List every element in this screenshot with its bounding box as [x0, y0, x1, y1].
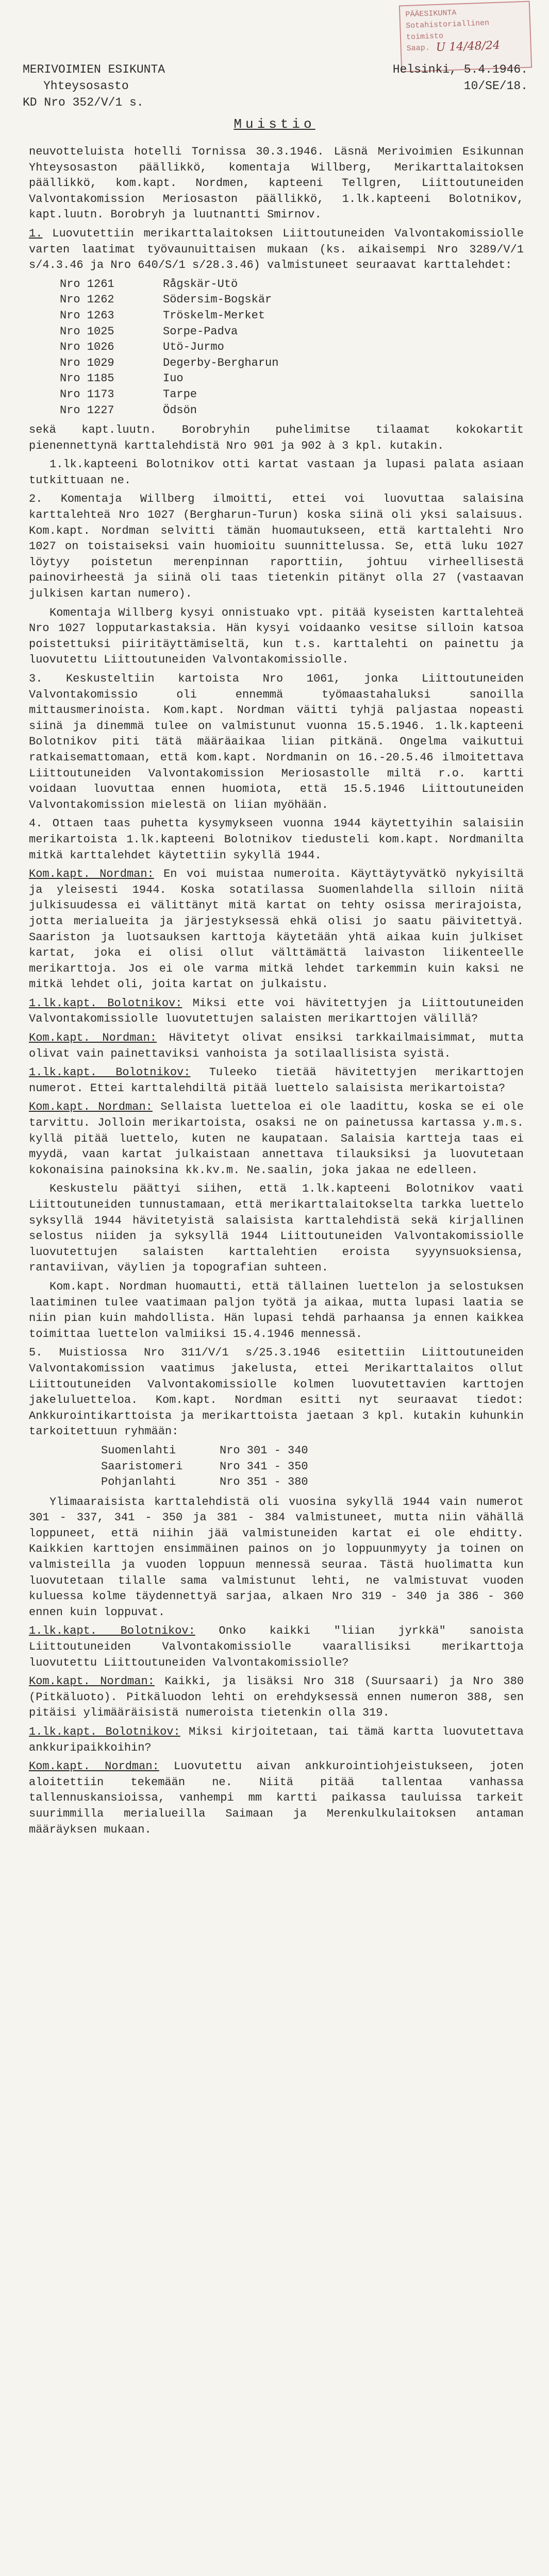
dialogue-entry: Kom.kapt. Nordman: Kaikki, ja lisäksi Nro 318 (Suursaari) ja Nro 380 (Pitkäluoto). Pitkäluodon lehti on erehdyksessä ennen numeron 388, sen pitäisi ylimääräisistä numeroista tietenkin olla 319. — [29, 1675, 524, 1720]
reference: 10/SE/18. — [463, 79, 528, 93]
dialogue-entry: Kom.kapt. Nordman huomautti, että tällainen luettelon ja selostuksen laatiminen tulee vaatimaan paljon työtä ja aikaa, mutta lupasi laatia se niin pian kuin mahdollista. Hän lupasi tehdä parhaansa ja ennen kaikkea toimittaa luettelon valmiiksi 15.4.1946 mennessä. — [29, 1280, 524, 1341]
paragraph-text: Luovutettiin merikarttalaitoksen Liittoutuneiden Valvontakomissiolle varten laatimat työvaunuittaisen mukaan (ks. aikaisempi Nro 3289/V/1 s/4.3.46 ja Nro 640/S/1 s/28.3.46) valmistuneet seuraavat karttalehdet: — [29, 227, 524, 272]
dialogue-entry: 1.lk.kapt. Bolotnikov: Miksi kirjoitetaan, tai tämä kartta luovutettava ankkuripaikkoihin? — [29, 1725, 524, 1754]
paragraph-1 — [29, 226, 524, 274]
paragraph-text: Ylimaaraisista karttalehdistä oli vuosina sykyllä 1944 vain numerot 301 - 337, 341 - 350 ja 381 - 384 valmistuneet, mutta niin vähällä loppuneet, että niihin jää valmistuneiden kartat ei ole ehditty. Kaikkien karttojen ensimmäinen painos on jo loppuunmyyty ja toinen on valmisteilla ja vuoden loppuun mennessä seuraa. Tästä huolimatta kun luovutetaan tilalle sama valmistunut lehti, ne valmistuvat vuoden kuluessa kolme täydennettyä sarjaa, alkaen Nro 319 - 340 ja 386 - 360 ennen kuin loppuvat. — [29, 1495, 524, 1619]
list-item: Nro 1025 Sorpe-Padva — [60, 325, 238, 338]
list-item: Suomenlahti Nro 301 - 340 — [101, 1444, 308, 1457]
list-item: Nro 1185 Iuo — [60, 372, 184, 385]
stamp-line: toimisto — [406, 31, 444, 42]
list-item: Nro 1262 Södersim-Bogskär — [60, 293, 272, 307]
list-item: Saaristomeri Nro 341 - 350 — [101, 1460, 308, 1473]
chart-sheet-list — [60, 277, 524, 418]
letterhead — [23, 62, 528, 111]
list-item: Nro 1263 Tröskelm-Merket — [60, 309, 265, 322]
document-number: KD Nro 352/V/1 s. — [23, 96, 144, 109]
paragraph-5: 5. Muistiossa Nro 311/V/1 s/25.3.1946 esitettiin Liittoutuneiden Valvontakomission vaatimus jakelusta, ettei Merikarttalaitos ollut Liittoutuneiden Valvontakomissiolle kolmen luovutettavien karttojen jakeluluetteloa. Kom.kapt. Nordman esitti nyt seuraavat tiedot: Ankkurointikarttoista ja merikarttoista jaetaan 3 kpl. kutakin kuhunkin tarkoitettuun ryhmään: — [29, 1346, 524, 1438]
dialogue-entry: 1.lk.kapt. Bolotnikov: Onko kaikki "liian jyrkkä" sanoista Liittoutuneiden Valvontakomissiolle vaarallisiksi merikarttoja luovutettu Liittoutuneiden Valvontakomissiolle? — [29, 1624, 524, 1669]
paragraph-text: 1.lk.kapteeni Bolotnikov otti kartat vastaan ja lupasi palata asiaan tutkittuaan ne. — [29, 458, 524, 487]
paragraph-number: 1. — [29, 227, 43, 240]
paragraph-text: Komentaja Willberg kysyi onnistuako vpt. pitää kyseisten karttalehteä Nro 1027 lopputarkastaksia. Hän kysyi voidaanko vesitse silloin katsoa poistettuksi piiritäyttämiseltä, kun t.s. karttalehti on painettu ja luovutettu Liittoutuneiden Valvontakomissiolle. — [29, 606, 524, 667]
paragraph-2: 2. Komentaja Willberg ilmoitti, ettei voi luovuttaa salaisina karttalehteä Nro 1027 (Bergharun-Turun) koska siinä oli yksi salaisuus. Kom.kapt. Nordman selvitti tämän huomautukseen, että karttalehti Nro 1027 on toistaiseksi vain huomioitu suunnittelussa. Se, että luku 1027 löytyy poistetun merenpinnan raporttiin, johtuu virheellisestä painovirheestä ja siinä oli taas tietenkin pitänyt olla 27 (vastaavan julkisen kartan numero). — [29, 493, 524, 601]
dept-name: Yhteysosasto — [43, 79, 129, 93]
intro-paragraph: neuvotteluista hotelli Tornissa 30.3.1946. Läsnä Merivoimien Esikunnan Yhteysosaston päällikkö, komentaja Willberg, Merikarttalaitoksen päällikkö, kom.kapt. Nordmen, kapteeni Tellgren, Liittoutuneiden Valvontakomission Meriosaston päällikkö, 1.lk.kapteeni Bolotnikov, kapt.luutn. Borobryh ja luutnantti Smirnov. — [29, 145, 524, 222]
dialogue-entry: Kom.kapt. Nordman: En voi muistaa numeroita. Käyttäytyvätkö nykyisiltä ja yleisesti 1944. Koska sotatilassa Suomenlahdella silloin niitä julkisuudessa ei välittänyt mitä kartat on tehty osissa merirajoista, jotta merialueita ja järjestyksessä ehkä olisi jo saatu päivitettyä. Saariston ja luotsauksen karttoja käytetään yhtä aikaa kuin julkiset kartat, joka ei olisi ollut välttämättä laivaston liikenteelle merikarttoja. Jos ei ole varma mitkä lehdet tarkemmin kuin kaksi ne mitkä lehdet oli, joita kartat on julkaistu. — [29, 868, 524, 991]
paragraph-3: 3. Keskusteltiin kartoista Nro 1061, jonka Liittoutuneiden Valvontakomissio oli ennemmä työmaastahaluksi sanoilla mittausmerinoista. Kom.kapt. Nordman väitti tyhjä paljastaa nopeasti siinä ja dinemmä tulee on valmistunut vuonna 15.5.1946. 1.lk.kapteeni Bolotnikov piti tätä määräaikaa liian pitkänä. Ongelma vaikuttui ratkaisemattomaan, että kom.kapt. Nordmanin on 16.-20.5.46 ilmoitettava Liittoutuneiden Valvontakomission Meriosastolle miltä r.o. kartti voidaan luovuttaa ennen huomiota, että 15.5.1946 Liittoutuneiden Valvontakomission mielestä on liian myöhään. — [29, 672, 524, 811]
stamp-line: Sotahistoriallinen — [405, 19, 490, 31]
stamp-line: PÄÄESIKUNTA — [405, 8, 457, 20]
dialogue-entry: Kom.kapt. Nordman: Luovutettu aivan ankkurointiohjeistukseen, joten aloitettiin tekemään ne. Niitä pitää tallentaa vanhassa tallennuskansioissa, vanhempi mm kartti paikassa tauluissa tarkeit suurimmilla merialueilla Saimaan ja Merenkulkulaitoksen antaman määräyksen mukaan. — [29, 1760, 524, 1836]
list-item: Pohjanlahti Nro 351 - 380 — [101, 1476, 308, 1489]
stamp-line: Saap. — [406, 43, 430, 53]
list-item: Nro 1029 Degerby-Bergharun — [60, 356, 279, 369]
place-date: Helsinki, 5.4.1946. — [392, 63, 528, 76]
list-item: Nro 1026 Utö-Jurmo — [60, 341, 224, 354]
document-body — [29, 144, 524, 1841]
paragraph-4: 4. Ottaen taas puhetta kysymykseen vuonna 1944 käytettyihin salaisiin merikartoista 1.lk.kapteeni Bolotnikov tiedusteli kom.kapt. Nordmanilta mitkä karttalehdet käytettiin sykyllä 1944. — [29, 817, 524, 862]
stamp-handwritten-number: U 14/48/24 — [436, 39, 501, 55]
list-item: Nro 1227 Ödsön — [60, 403, 197, 417]
dialogue-entry: Kom.kapt. Nordman: Hävitetyt olivat ensiksi tarkkailmaisimmat, mutta olivat vain painettaviksi vanhoista ja sotilaallisista syistä. — [29, 1031, 524, 1060]
document-title: Muistio — [234, 116, 315, 132]
list-item: Nro 1261 Rågskär-Utö — [60, 277, 238, 291]
dialogue-entry: Kom.kapt. Nordman: Sellaista luetteloa ei ole laadittu, koska se ei ole tarvittu. Jolloin merikartoista, osaksi ne on painetussa kartassa y.m.s. kyllä pitää luettelo, kuten ne kaupataan. Salaisia kartteja taas ei myydä, vaan kartat julkaistaan annettava tilauksiksi ja luovutetaan kokonaisina painoksina kk.kv.m. Ne.saalin, joka jakaa ne edelleen. — [29, 1100, 524, 1177]
distribution-list — [101, 1443, 524, 1490]
dialogue-entry: 1.lk.kapt. Bolotnikov: Tuleeko tietää hävitettyjen merikarttojen numerot. Ettei karttalehdiltä pitää luettelo salaisista merikartoista? — [29, 1066, 524, 1095]
list-item: Nro 1173 Tarpe — [60, 387, 197, 401]
dialogue-entry: 1.lk.kapt. Bolotnikov: Miksi ette voi hävitettyjen ja Liittoutuneiden Valvontakomissiolle luovutettujen salaisten merikarttojen välillä? — [29, 996, 524, 1026]
org-name: MERIVOIMIEN ESIKUNTA — [23, 63, 165, 76]
dialogue-entry: Keskustelu päättyi siihen, että 1.lk.kapteeni Bolotnikov vaati Liittoutuneiden tunnustamaan, että merikarttalaitokselta tarkka luettelo syksyllä 1944 hävitetyistä salaisista karttalehdistä sekä kirjallinen selostus niiden ja syksyllä 1944 Liittoutuneiden Valvontakomissiolle luovutettujen salaisten karttalehtien eroista syyynsuoksiensa, rantaviivan, väylien ja topografian suhteen. — [29, 1182, 524, 1275]
paragraph-text: sekä kapt.luutn. Borobryhin puhelimitse tilaamat kokokartit pienennettynä karttalehdistä Nro 901 ja 902 à 3 kpl. kutakin. — [29, 423, 524, 452]
